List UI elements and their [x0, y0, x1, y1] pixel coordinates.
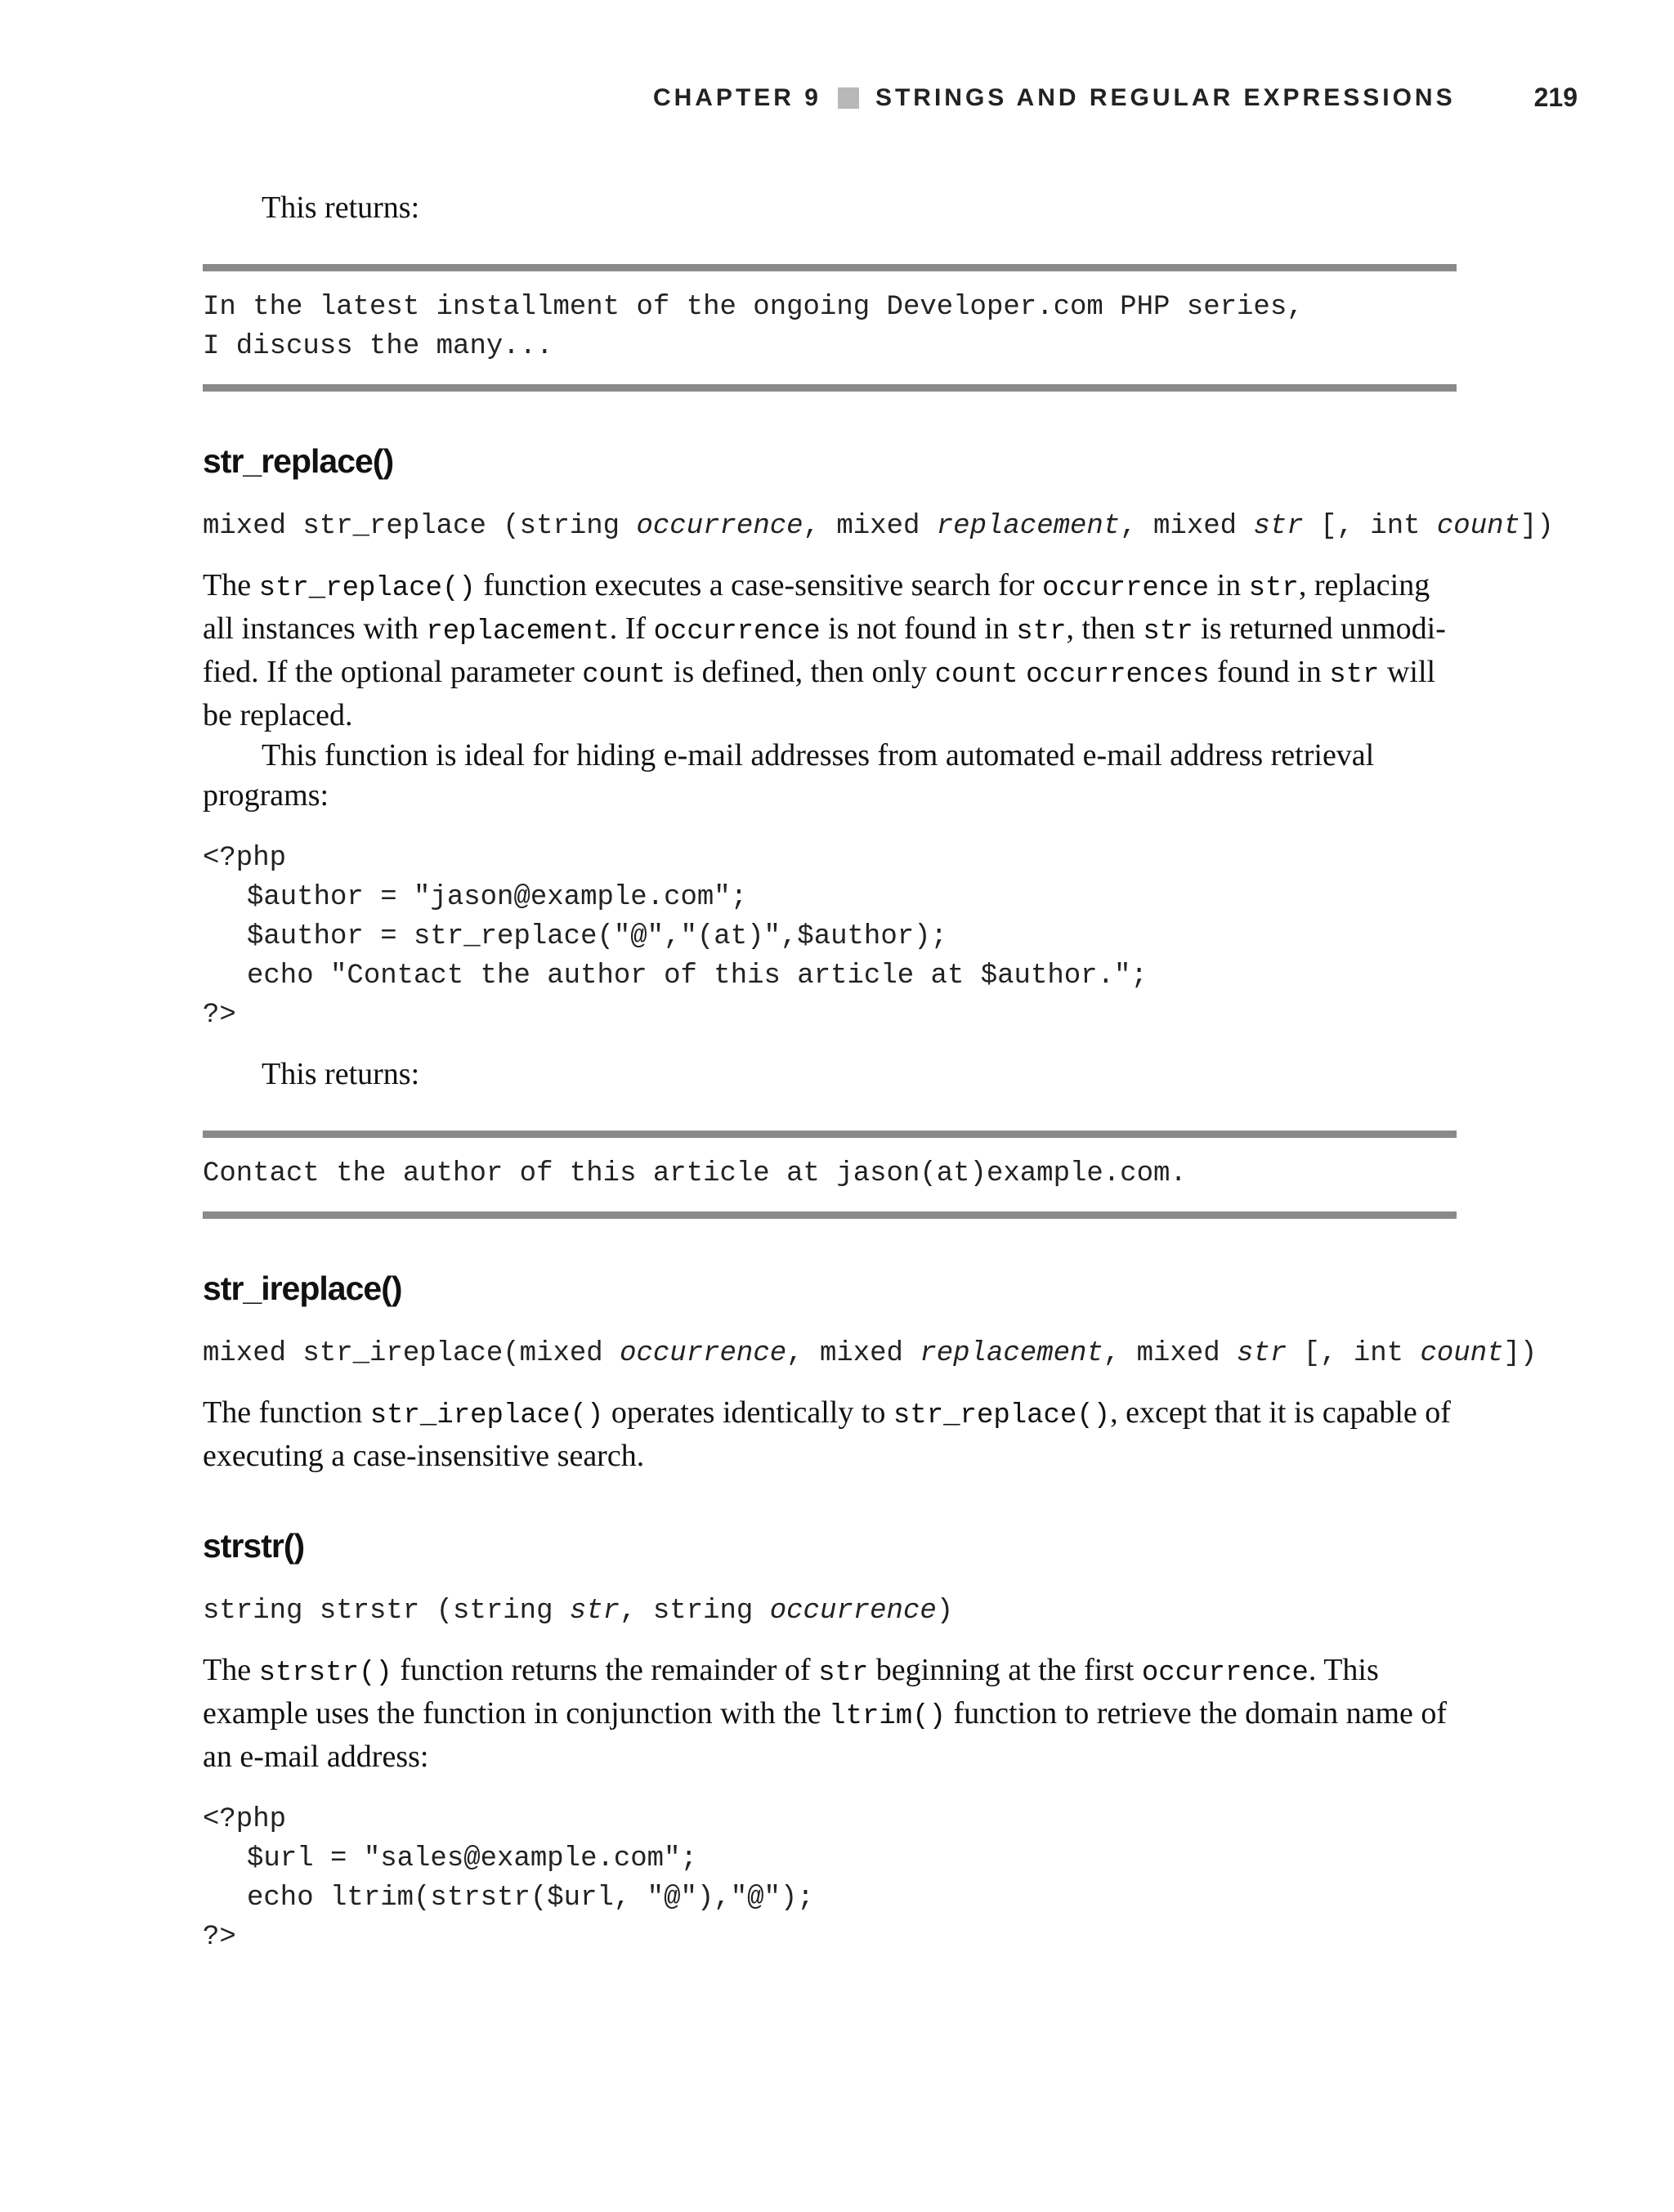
inline-code: occurrence [653, 616, 821, 647]
code-line: $author = "jason@example.com"; [247, 882, 748, 913]
text-run: is defined, then only [665, 655, 935, 689]
inline-code: occurrence [1141, 1658, 1309, 1689]
text-run: The [203, 1653, 259, 1687]
text-run: found in [1209, 655, 1330, 689]
inline-code: str [818, 1658, 869, 1689]
chapter-label: CHAPTER 9 [652, 83, 821, 111]
text-run: is returned unmodi-fied. If the optional parameter [203, 611, 1446, 689]
sig-text: , mixed [786, 1338, 920, 1369]
sig-param: count [1436, 511, 1520, 542]
text-run: in [1209, 568, 1249, 602]
section-heading-strstr: strstr() [203, 1527, 305, 1565]
sig-param: replacement [920, 1338, 1103, 1369]
inline-code: occurrences [1026, 660, 1210, 691]
inline-code: str_replace() [893, 1400, 1111, 1431]
code-block-strstr [203, 1800, 1457, 1957]
inline-code: strstr() [258, 1658, 392, 1689]
text-run: , replacing all instances with [203, 568, 1430, 646]
inline-code: str [1248, 573, 1299, 604]
output-line: I discuss the many... [203, 331, 553, 362]
sig-text: [, int [1303, 511, 1437, 542]
code-line: echo "Contact the author of this article at $author."; [247, 960, 1148, 992]
sig-param: str [1253, 511, 1304, 542]
code-line: <?php [203, 843, 287, 874]
text-run: beginning at the first [868, 1653, 1142, 1687]
output-box-1 [203, 264, 1457, 392]
inline-code: str_ireplace() [369, 1400, 604, 1431]
sig-text: ]) [1503, 1338, 1537, 1369]
inline-code: ltrim() [829, 1701, 946, 1732]
returns-text-2: This returns: [262, 1057, 420, 1091]
code-line: ?> [203, 1922, 236, 1953]
section-heading-str-ireplace: str_ireplace() [203, 1269, 402, 1307]
sig-text: , mixed [1120, 511, 1254, 542]
paragraph-strstr-description [203, 1650, 1457, 1777]
sig-text: mixed str_replace (string [203, 511, 637, 542]
text-run: The [203, 568, 259, 602]
sig-param: replacement [936, 511, 1121, 542]
text-run: , except that it is capable of executing a case-insensitive search. [203, 1395, 1451, 1473]
text-run: . This example uses the function in conjunction with the [203, 1653, 1379, 1731]
output-box-2 [203, 1131, 1457, 1219]
code-block-str-replace [203, 839, 1457, 1035]
returns-text-1: This returns: [262, 190, 420, 225]
sig-text: mixed str_ireplace(mixed [203, 1338, 620, 1369]
paragraph-str-ireplace-description [203, 1393, 1457, 1476]
function-signature-str-ireplace [203, 1334, 1537, 1373]
inline-code: count [582, 660, 666, 691]
text-run: The function [203, 1395, 370, 1430]
text-run: . If [609, 611, 654, 646]
sig-param: occurrence [769, 1596, 937, 1627]
text-run: is not found in [820, 611, 1017, 646]
text-run: function to retrieve the domain name of an e-mail address: [203, 1696, 1448, 1774]
sig-text: ]) [1520, 511, 1554, 542]
code-line: $url = "sales@example.com"; [247, 1843, 697, 1874]
sig-text: , mixed [803, 511, 937, 542]
chapter-title: STRINGS AND REGULAR EXPRESSIONS [875, 83, 1456, 111]
inline-code: str_replace() [258, 573, 476, 604]
sig-text: string strstr (string [203, 1596, 570, 1627]
inline-code: str [1016, 616, 1067, 647]
text-run: , then [1066, 611, 1144, 646]
function-signature-str-replace [203, 507, 1554, 546]
paragraph-str-replace-usage: This function is ideal for hiding e-mail addresses from automated e-mail address retrieval programs: [203, 738, 1375, 813]
sig-text: , string [620, 1596, 770, 1627]
sig-param: occurrence [620, 1338, 787, 1369]
text-run: operates identically to [603, 1395, 893, 1430]
sig-param: str [569, 1596, 620, 1627]
code-line: <?php [203, 1804, 287, 1835]
inline-code: count [934, 660, 1018, 691]
inline-code: occurrence [1042, 573, 1210, 604]
sig-param: str [1237, 1338, 1287, 1369]
code-line: ?> [203, 1000, 236, 1031]
sig-text: , mixed [1103, 1338, 1238, 1369]
page-content [203, 188, 1554, 1957]
inline-code: str [1329, 660, 1380, 691]
text-run [1018, 655, 1027, 689]
square-bullet-icon [838, 87, 859, 109]
inline-code: str [1143, 616, 1193, 647]
inline-code: replacement [426, 616, 610, 647]
section-heading-str-replace: str_replace() [203, 442, 394, 480]
code-line: $author = str_replace("@","(at)",$author); [247, 921, 947, 952]
output-line: In the latest installment of the ongoing Developer.com PHP series, [203, 292, 1304, 323]
code-line: echo ltrim(strstr($url, "@"),"@"); [247, 1883, 814, 1914]
sig-param: occurrence [636, 511, 803, 542]
running-header [653, 83, 1578, 113]
text-run: function returns the remainder of [392, 1653, 819, 1687]
sig-param: count [1420, 1338, 1504, 1369]
sig-text: ) [936, 1596, 954, 1627]
text-run: function executes a case-sensitive search for [475, 568, 1043, 602]
function-signature-strstr [203, 1592, 1457, 1631]
output-line: Contact the author of this article at jason(at)example.com. [203, 1158, 1187, 1189]
paragraph-str-replace-description [203, 566, 1457, 736]
text-run: will be replaced. [203, 655, 1436, 732]
sig-text: [, int [1287, 1338, 1421, 1369]
page-number: 219 [1533, 83, 1578, 112]
